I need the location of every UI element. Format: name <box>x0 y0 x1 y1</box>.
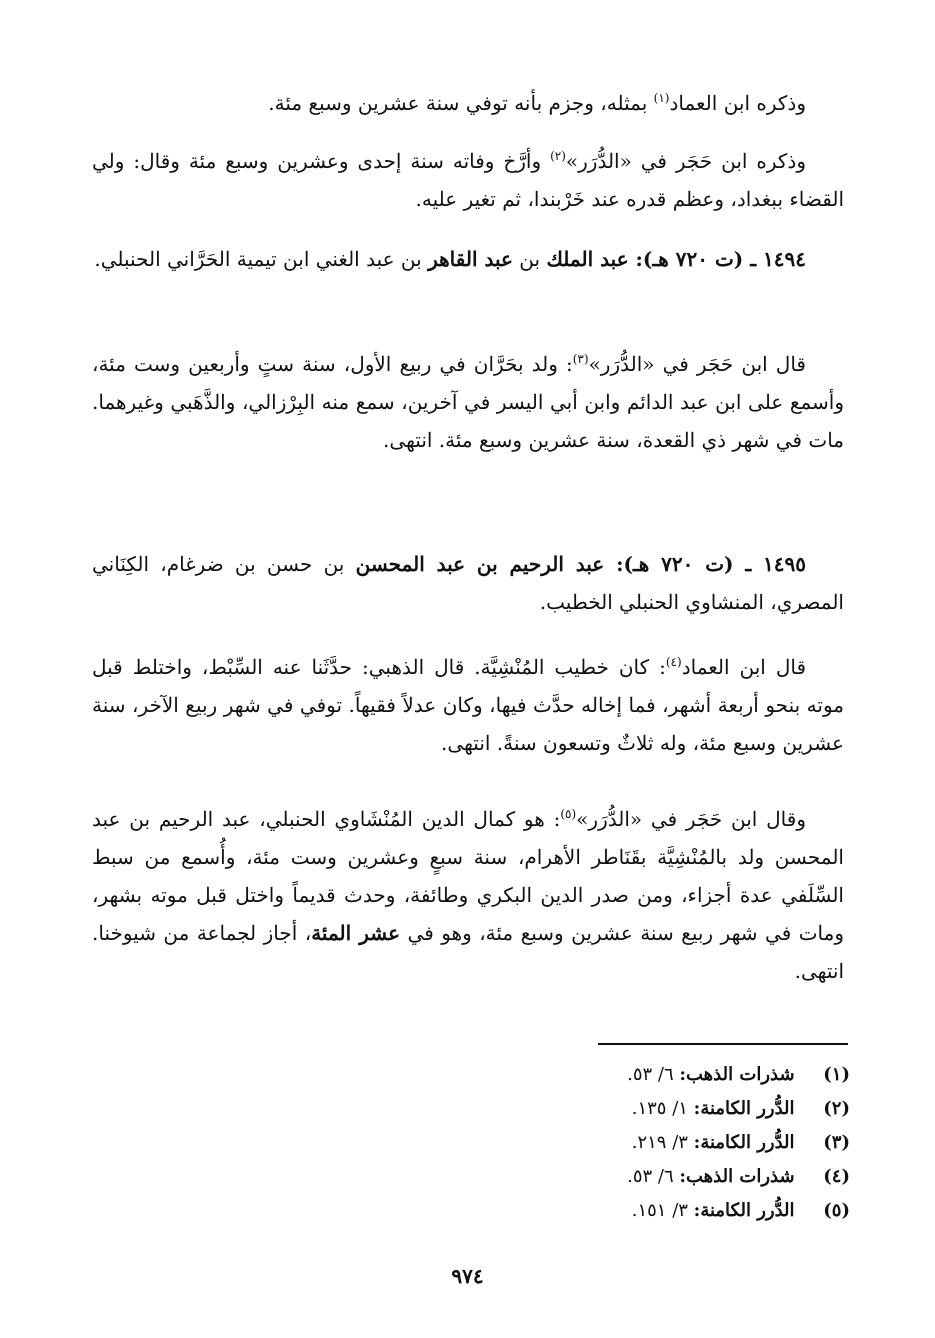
paragraph-7 <box>92 800 844 990</box>
footnote-source: شذرات الذهب: <box>679 1064 795 1085</box>
footnote-ref: (٥) <box>560 807 577 821</box>
footnote-ref: (٣) <box>572 352 589 366</box>
footnote-item <box>627 1166 850 1187</box>
footnote-source: الدُّرر الكامنة: <box>693 1132 795 1153</box>
footnote-ref: (٢) <box>550 149 566 163</box>
footnote-number: (٤) <box>823 1166 850 1187</box>
text: وذكره ابن العماد <box>669 91 806 115</box>
entry-title: ١٤٩٤ ـ (ت ٧٢٠ هـ): عبد الملك <box>546 247 806 271</box>
text: وذكره ابن حَجَر في «الدُّرَر» <box>565 149 806 173</box>
entry-1494-heading <box>92 240 844 278</box>
footnote-ref-text: ٦/ ٥٣. <box>627 1064 674 1085</box>
text: : هو كمال الدين المُنْشَاوي الحنبلي، عبد الرحيم بن عبد المحسن ولد بالمُنْشِيَّة بقَنَاطر الأهرام، سنة سبعٍ وعشرين وست مئة، وأُسمع من سبط السِّلَفي عدة أجزاء، ومن صدر الدين البكري وطائفة، وحدث قديماً واختل قبل موته بشهر، ومات في شهر ربيع سنة عشرين وسبع مئة، وهو في <box>92 807 845 945</box>
footnote-number: (٣) <box>823 1132 850 1153</box>
footnote-source: الدُّرر الكامنة: <box>693 1200 795 1221</box>
footnote-item <box>632 1098 850 1119</box>
paragraph-6 <box>92 648 844 762</box>
text: بن <box>512 247 547 271</box>
text: بن حسن بن ضرغام، الكِنَاني المصري، المنشاوي الحنبلي الخطيب. <box>92 552 844 614</box>
text: قال ابن العماد <box>681 655 807 679</box>
footnote-item <box>627 1064 850 1085</box>
footnote-ref-text: ٣/ ٢١٩. <box>631 1132 688 1153</box>
text: ، أجاز لجماعة من شيوخنا. انتهى. <box>92 921 844 983</box>
footnote-number: (٢) <box>823 1098 850 1119</box>
footnote-divider <box>598 1043 848 1045</box>
text: : كان خطيب المُنْشِيَّة. قال الذهبي: حدَّثَنا عنه السِّبْط، واختلط قبل موته بنحو أربعة أشهر، فما إخاله حدَّث فيها، وكان عدلاً فقيهاً. توفي في شهر ربيع الآخر، سنة عشرين وسبع مئة، وله ثلاثٌ وتسعون سنةً. انتهى. <box>92 655 844 755</box>
footnote-item <box>632 1200 850 1221</box>
footnote-ref-text: ٣/ ١٥١. <box>631 1200 688 1221</box>
footnotes <box>560 1064 850 1244</box>
entry-title-part: عبد القاهر <box>428 247 513 271</box>
entry-1495-heading <box>92 545 844 621</box>
paragraph-4 <box>92 345 844 459</box>
footnote-number: (٥) <box>823 1200 850 1221</box>
text: قال ابن حَجَر في «الدُّرَر» <box>588 352 806 376</box>
footnote-ref: (١) <box>653 91 670 105</box>
text: وأرَّخ وفاته سنة إحدى وعشرين وسبع مئة وقال: ولي القضاء ببغداد، وعظم قدره عند خَرْبندا، ثم تغير عليه. <box>92 149 844 211</box>
footnote-source: الدُّرر الكامنة: <box>693 1098 795 1119</box>
footnote-ref-text: ٦/ ٥٣. <box>627 1166 674 1187</box>
footnote-ref-text: ١/ ١٣٥. <box>631 1098 688 1119</box>
text-bold: عشر المئة <box>311 921 401 945</box>
text: بن عبد الغني ابن تيمية الحَرَّاني الحنبلي. <box>94 247 429 271</box>
footnote-source: شذرات الذهب: <box>679 1166 795 1187</box>
entry-title: ١٤٩٥ ـ (ت ٧٢٠ هـ): عبد الرحيم بن عبد المحسن <box>355 552 806 576</box>
paragraph-2 <box>92 142 844 218</box>
footnote-item <box>632 1132 850 1153</box>
paragraph-1 <box>92 84 844 122</box>
page-number: ٩٧٤ <box>451 1264 484 1288</box>
text: : ولد بحَرَّان في ربيع الأول، سنة ستٍ وأربعين وست مئة، وأسمع على ابن عبد الدائم وابن أبي اليسر في آخرين، سمع منه البِرْزالي، والذَّهَبي وغيرهما. مات في شهر ذي القعدة، سنة عشرين وسبع مئة. انتهى. <box>92 352 844 452</box>
text: وقال ابن حَجَر في «الدُّرَر» <box>576 807 806 831</box>
text: بمثله، وجزم بأنه توفي سنة عشرين وسبع مئة. <box>268 91 654 115</box>
footnote-number: (١) <box>823 1064 850 1085</box>
footnote-ref: (٤) <box>665 655 682 669</box>
